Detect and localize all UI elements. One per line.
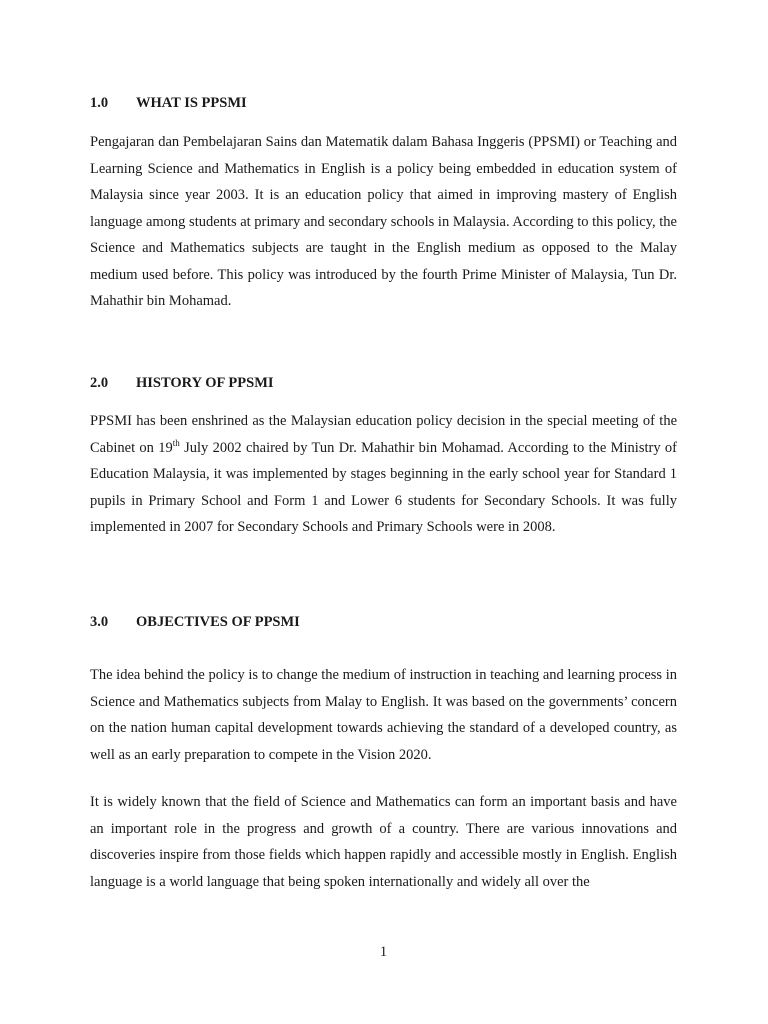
- section-heading-objectives-of-ppsmi: [90, 613, 677, 631]
- paragraph-what-is-ppsmi: Pengajaran dan Pembelajaran Sains dan Matematik dalam Bahasa Inggeris (PPSMI) or Teaching and Learning Science and Mathematics in English is a policy being embedded in education system of Malaysia since year 2003. It is an education policy that aimed in improving mastery of English language among students at primary and secondary schools in Malaysia. According to this policy, the Science and Mathematics subjects are taught in the English medium as opposed to the Malay medium used before. This policy was introduced by the fourth Prime Minister of Malaysia, Tun Dr. Mahathir bin Mohamad.: [90, 134, 677, 309]
- section-number: 2.0: [90, 375, 109, 391]
- paragraph-objectives-1: The idea behind the policy is to change the medium of instruction in teaching and learning process in Science and Mathematics subjects from Malay to English. It was based on the governments’ concern on the nation human capital development towards achieving the standard of a developed country, as well as an early preparation to compete in the Vision 2020.: [90, 667, 677, 763]
- section-number: 3.0: [90, 614, 109, 630]
- section-heading-what-is-ppsmi: [90, 94, 677, 112]
- document-page: [90, 0, 677, 1024]
- page-number: 1: [379, 944, 388, 960]
- paragraph-objectives-2: It is widely known that the field of Science and Mathematics can form an important basis and have an important role in the progress and growth of a country. There are various innovations and discoveries inspire from those fields which happen rapidly and accessible mostly in English. English language is a world language that being spoken internationally and widely all over the: [90, 794, 677, 890]
- section-title: OBJECTIVES OF PPSMI: [136, 614, 300, 630]
- paragraph-text: PPSMI has been enshrined as the Malaysian education policy decision in the special meeting of the Cabinet on 19: [90, 413, 677, 456]
- paragraph-text: July 2002 chaired by Tun Dr. Mahathir bin Mohamad. According to the Ministry of Education Malaysia, it was implemented by stages beginning in the early school year for Standard 1 pupils in Primary School and Form 1 and Lower 6 students for Secondary Schools. It was fully implemented in 2007 for Secondary Schools and Primary Schools were in 2008.: [90, 439, 677, 535]
- section-heading-history-of-ppsmi: [90, 374, 677, 392]
- section-number: 1.0: [90, 95, 109, 111]
- section-title: HISTORY OF PPSMI: [136, 375, 274, 391]
- paragraph-history-of-ppsmi: [90, 408, 677, 541]
- ordinal-superscript: th: [172, 437, 180, 448]
- section-title: WHAT IS PPSMI: [136, 95, 247, 111]
